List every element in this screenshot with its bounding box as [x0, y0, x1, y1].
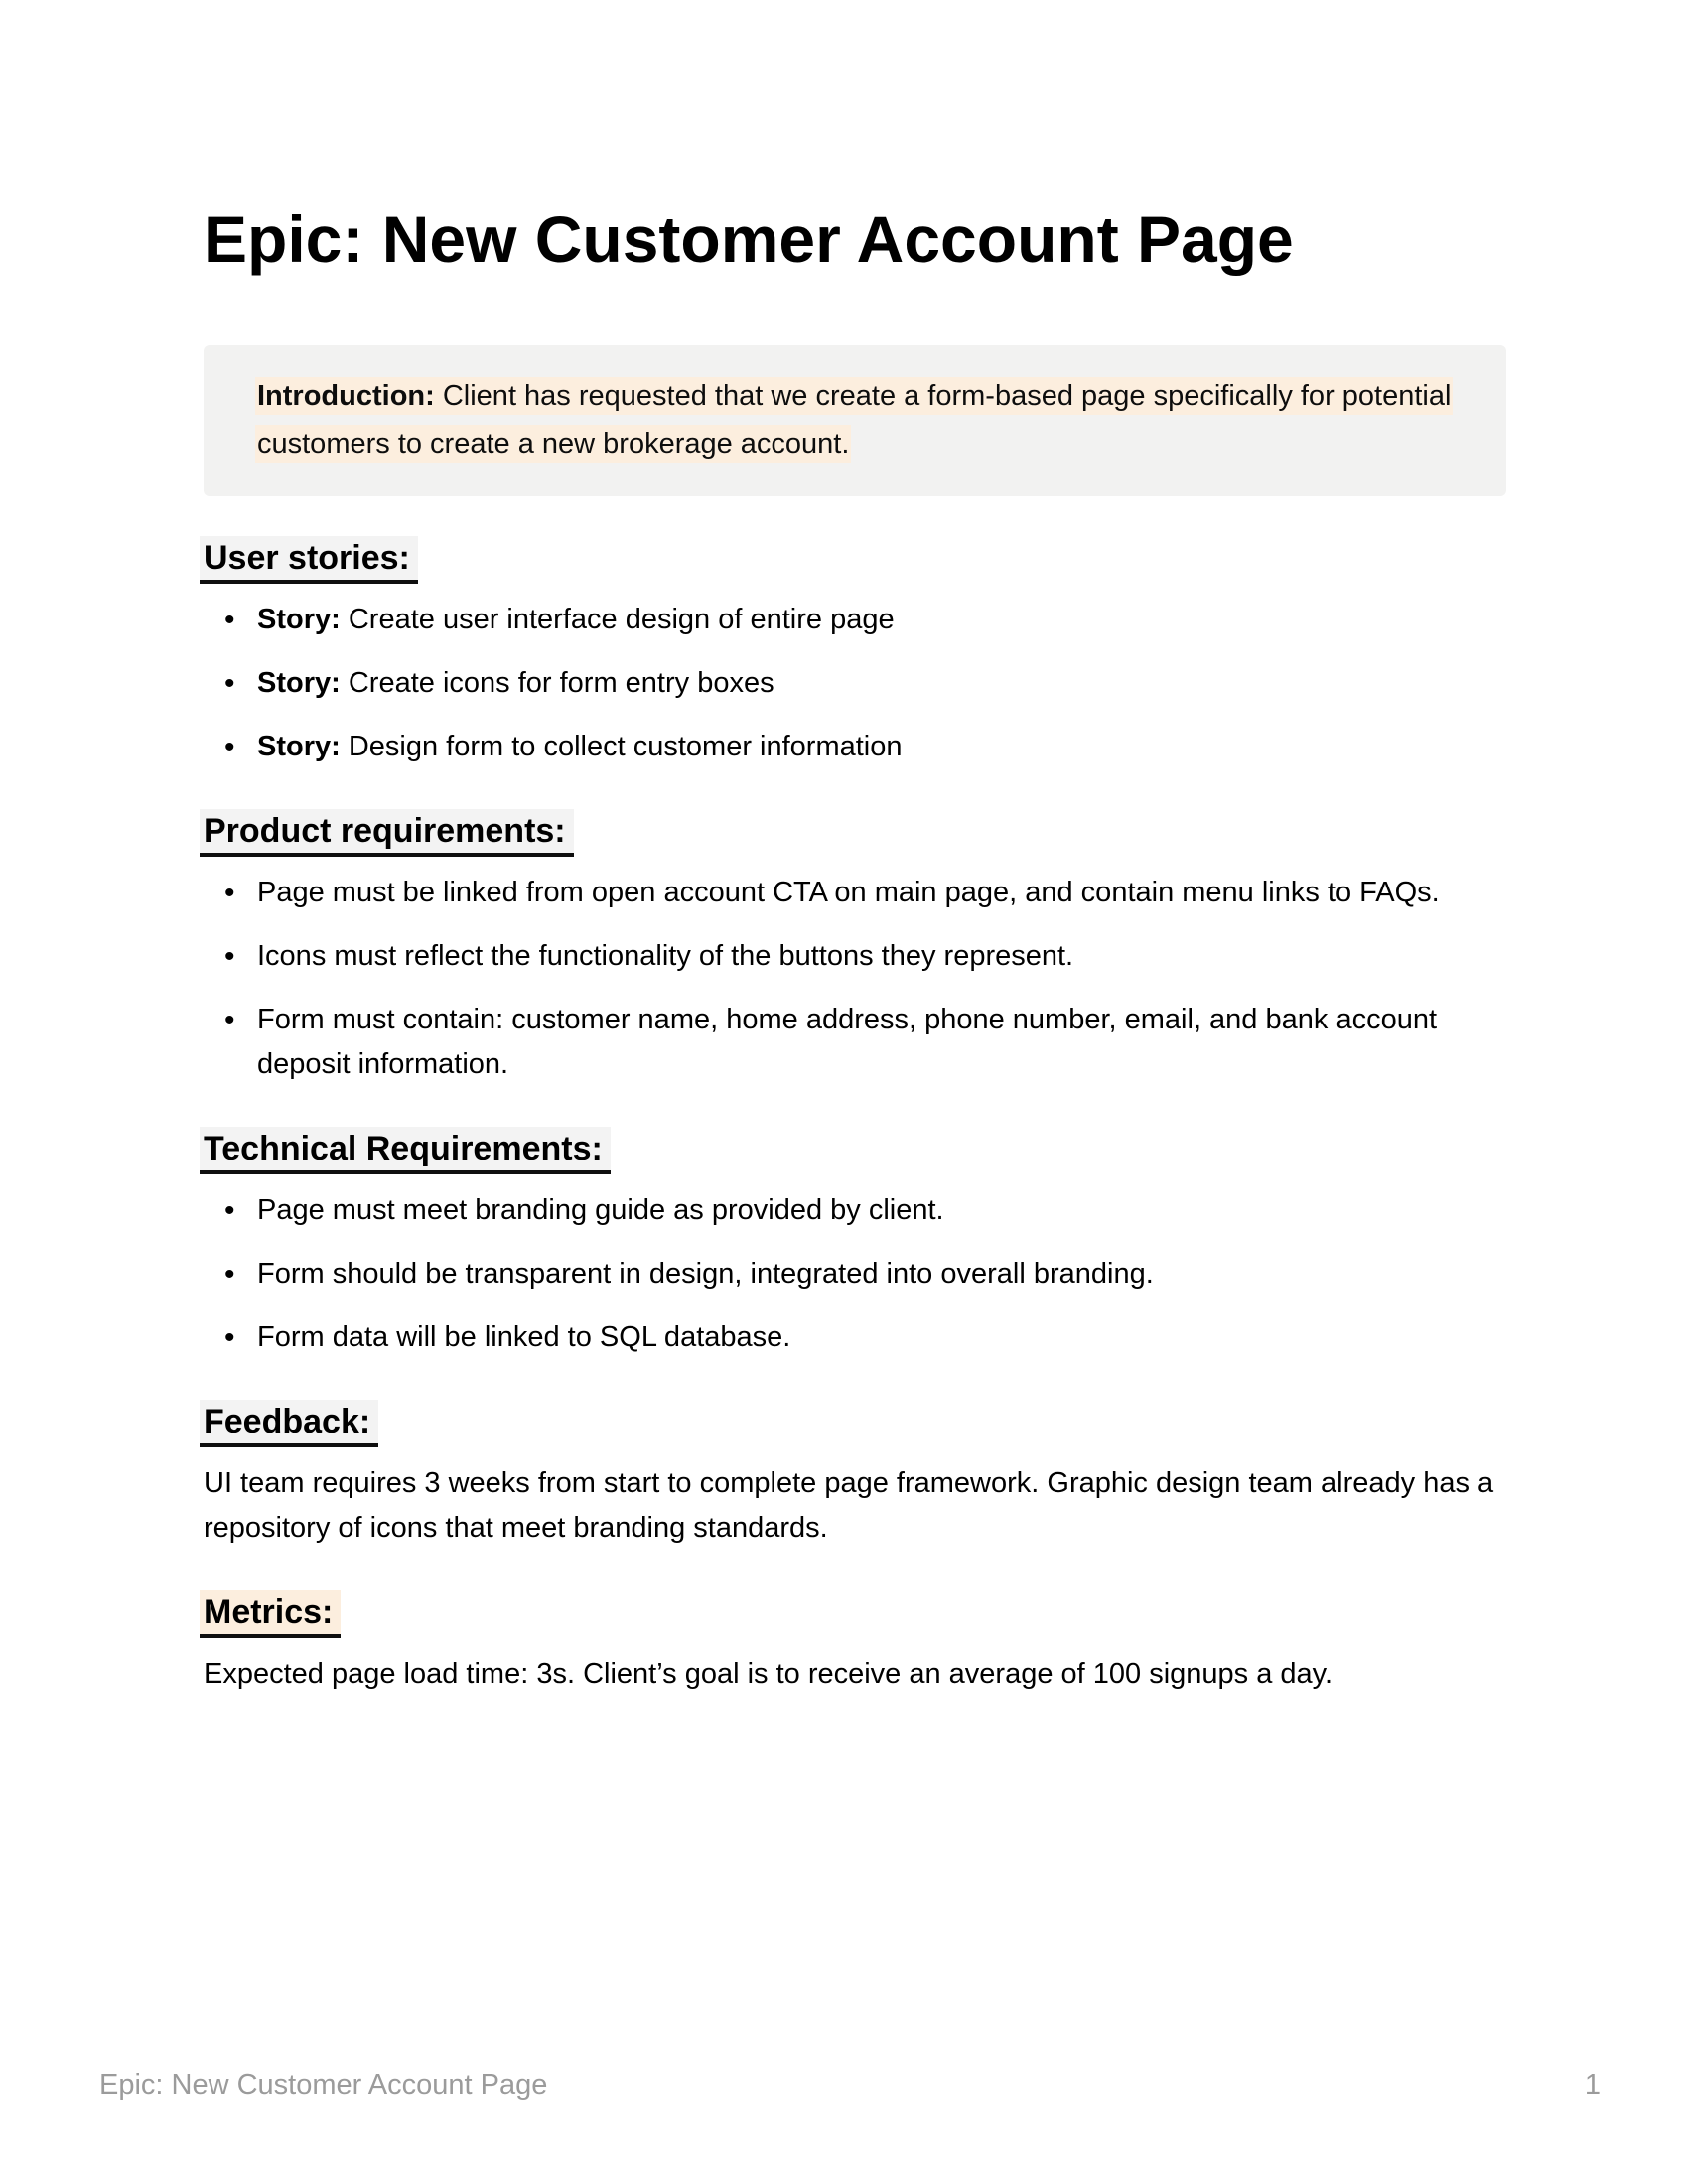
metrics-heading-text: Metrics:	[200, 1590, 341, 1638]
page-footer	[99, 2069, 1601, 2102]
section-product-requirements	[204, 809, 1506, 1087]
footer-title: Epic: New Customer Account Page	[99, 2069, 548, 2101]
introduction-label: Introduction:	[257, 380, 435, 412]
story-text: Design form to collect customer information	[340, 731, 903, 762]
document-body	[204, 0, 1506, 1715]
product-requirements-heading	[204, 809, 1506, 853]
introduction-text: Client has requested that we create a form-based page specifically for potential customers to create a new brokerage account.	[257, 380, 1452, 460]
list-item: • Icons must reflect the functionality of the buttons they represent.	[204, 934, 1506, 979]
technical-requirements-heading-text: Technical Requirements:	[200, 1127, 611, 1174]
story-label: Story:	[257, 604, 341, 635]
introduction-highlight	[255, 377, 1453, 463]
list-item	[204, 661, 1506, 706]
story-text: Create icons for form entry boxes	[340, 667, 774, 699]
list-item: • Page must meet branding guide as provided by client.	[204, 1188, 1506, 1233]
section-feedback	[204, 1400, 1506, 1551]
list-item: • Form data will be linked to SQL database.	[204, 1315, 1506, 1360]
story-label: Story:	[257, 667, 341, 699]
list-item: • Page must be linked from open account CTA on main page, and contain menu links to FAQs.	[204, 871, 1506, 915]
product-requirements-list	[204, 871, 1506, 1087]
list-item	[204, 725, 1506, 769]
metrics-paragraph: Expected page load time: 3s. Client’s goal is to receive an average of 100 signups a day.	[204, 1658, 1334, 1690]
list-item: • Form must contain: customer name, home address, phone number, email, and bank account deposit information.	[204, 998, 1506, 1087]
product-requirements-heading-text: Product requirements:	[200, 809, 574, 857]
footer-page-number: 1	[1584, 2069, 1601, 2101]
story-text: Create user interface design of entire page	[340, 604, 895, 635]
metrics-heading	[204, 1590, 1506, 1634]
feedback-paragraph: UI team requires 3 weeks from start to complete page framework. Graphic design team already has a repository of icons that meet branding standards.	[204, 1467, 1494, 1544]
user-stories-heading-text: User stories:	[200, 536, 418, 584]
technical-requirements-list	[204, 1188, 1506, 1360]
user-stories-list	[204, 598, 1506, 769]
list-item: • Form should be transparent in design, integrated into overall branding.	[204, 1252, 1506, 1297]
feedback-heading-text: Feedback:	[200, 1400, 378, 1447]
user-stories-heading	[204, 536, 1506, 580]
story-label: Story:	[257, 731, 341, 762]
section-technical-requirements	[204, 1127, 1506, 1360]
section-metrics	[204, 1590, 1506, 1697]
list-item	[204, 598, 1506, 642]
section-user-stories	[204, 536, 1506, 769]
introduction-box	[204, 345, 1506, 496]
document-title: Epic: New Customer Account Page	[204, 203, 1294, 276]
feedback-heading	[204, 1400, 1506, 1443]
technical-requirements-heading	[204, 1127, 1506, 1170]
